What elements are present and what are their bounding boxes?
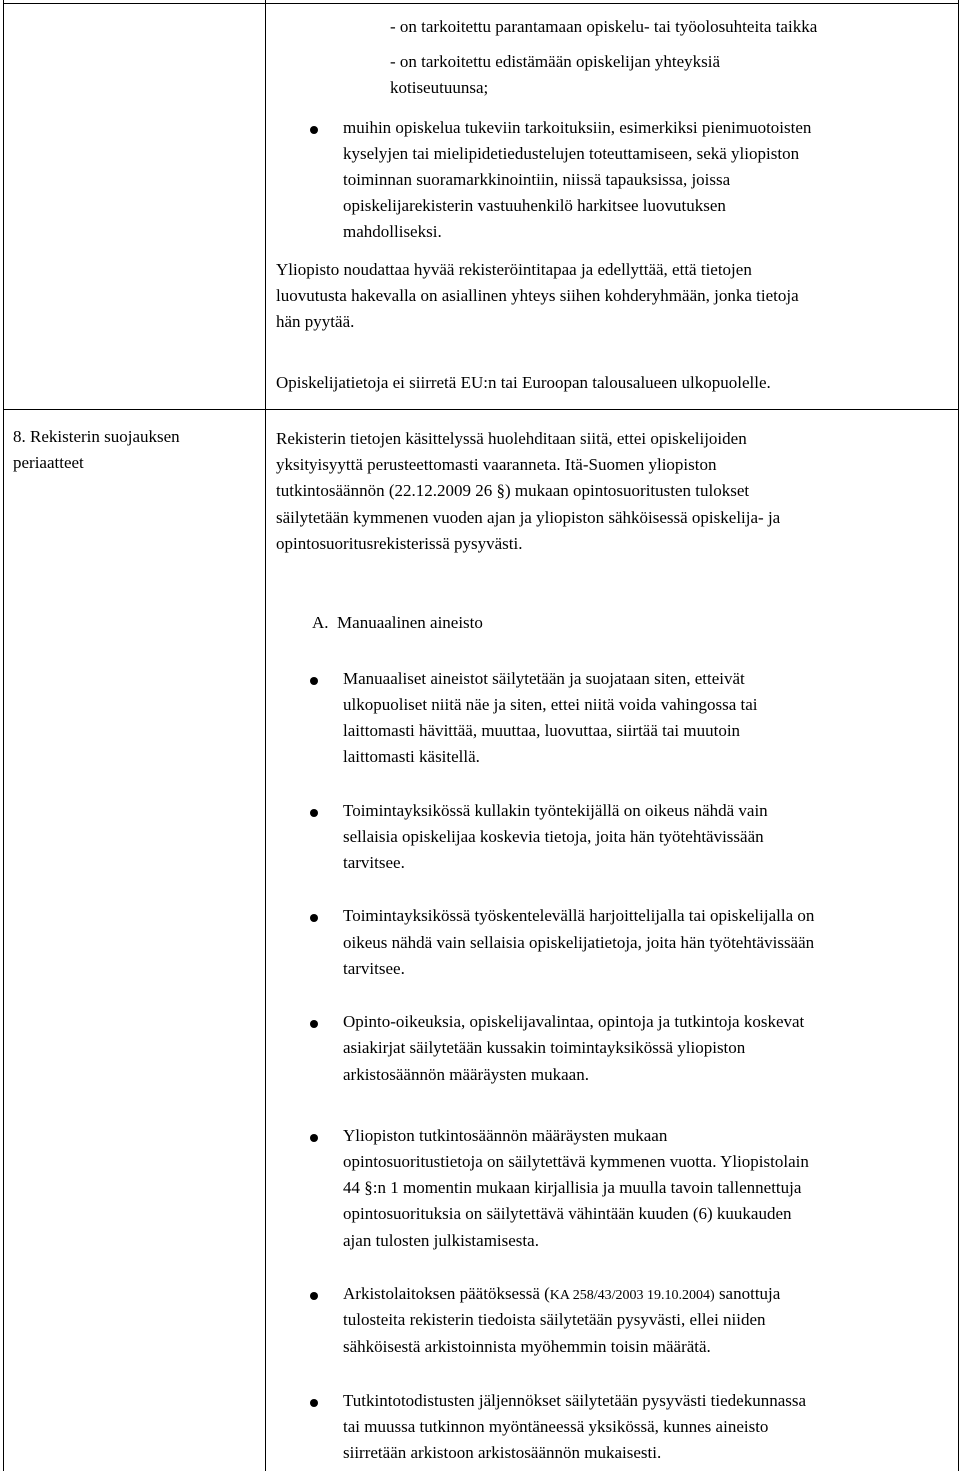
bullet-text: oikeus nähdä vain sellaisia opiskelijatietoja, joita hän työtehtävissään <box>343 933 815 952</box>
bullet-text: opintosuoritustietoja on säilytettävä kymmenen vuotta. Yliopistolain <box>343 1152 809 1171</box>
paragraph: säilytetään kymmenen vuoden ajan ja yliopiston sähköisessä opiskelija- ja <box>276 508 781 527</box>
bullet-text: opiskelijarekisterin vastuuhenkilö harkitsee luovutuksen <box>343 196 726 215</box>
subheading: A. Manuaalinen aineisto <box>312 613 483 632</box>
bullet-text: ulkopuoliset niitä näe ja siten, ettei niitä voida vahingossa tai <box>343 695 758 714</box>
bullet-text: Opinto-oikeuksia, opiskelijavalintaa, opintoja ja tutkintoja koskevat <box>343 1012 805 1031</box>
bullet-text <box>343 1281 780 1310</box>
table-top-border <box>3 3 959 4</box>
bullet-text: tulosteita rekisterin tiedoista säilytetään pysyvästi, ellei niiden <box>343 1310 766 1329</box>
bullet-icon <box>310 914 318 922</box>
section-heading: periaatteet <box>13 453 84 472</box>
bullet-text: muihin opiskelua tukeviin tarkoituksiin, esimerkiksi pienimuotoisten <box>343 118 812 137</box>
bullet-icon <box>310 809 318 817</box>
bullet-text: tarvitsee. <box>343 853 405 872</box>
bullet-text: opintosuorituksia on säilytettävä vähintään kuuden (6) kuukauden <box>343 1204 792 1223</box>
bullet-text: Tutkintotodistusten jäljennökset säilytetään pysyvästi tiedekunnassa <box>343 1391 807 1410</box>
bullet-text: sellaisia opiskelijaa koskevia tietoja, joita hän työtehtävissään <box>343 827 764 846</box>
bullet-text: tai muussa tutkinnon myöntäneessä yksikössä, kunnes aineisto <box>343 1417 769 1436</box>
bullet-icon <box>310 1020 318 1028</box>
bullet-text: kyselyjen tai mielipidetiedustelujen toteuttamiseen, sekä yliopiston <box>343 144 800 163</box>
bullet-text: Toimintayksikössä kullakin työntekijällä on oikeus nähdä vain <box>343 801 768 820</box>
paragraph: tutkintosäännön (22.12.2009 26 §) mukaan opintosuoritusten tulokset <box>276 481 750 500</box>
section-heading: 8. Rekisterin suojauksen <box>13 427 180 446</box>
paragraph: Rekisterin tietojen käsittelyssä huolehditaan siitä, ettei opiskelijoiden <box>276 429 747 448</box>
bullet-text: tarvitsee. <box>343 959 405 978</box>
bullet-text: Toimintayksikössä työskentelevällä harjoittelijalla tai opiskelijalla on <box>343 906 815 925</box>
bullet-text: laittomasti käsitellä. <box>343 747 480 766</box>
bullet-text: laittomasti hävittää, muuttaa, luovuttaa, siirtää tai muutoin <box>343 721 741 740</box>
bullet-text: siirretään arkistoon arkistosäännön mukaisesti. <box>343 1443 662 1462</box>
bullet-text: 44 §:n 1 momentin mukaan kirjallisia ja muulla tavoin tallennettuja <box>343 1178 802 1197</box>
bullet-text: ajan tulosten julkistamisesta. <box>343 1231 539 1250</box>
decision-reference: KA 258/43/2003 19.10.2004) <box>549 1288 715 1303</box>
bullet-icon <box>310 1399 318 1407</box>
bullet-text: mahdolliseksi. <box>343 222 442 241</box>
bullet-text: toiminnan suoramarkkinointiin, niissä tapauksissa, joissa <box>343 170 731 189</box>
bullet-icon <box>310 1292 318 1300</box>
row-separator <box>3 409 959 410</box>
paragraph: opintosuoritusrekisterissä pysyvästi. <box>276 534 523 553</box>
bullet-icon <box>310 677 318 685</box>
paragraph: yksityisyyttä perusteettomasti vaaranneta. Itä-Suomen yliopiston <box>276 455 717 474</box>
dash-item: - on tarkoitettu edistämään opiskelijan yhteyksiä <box>390 52 720 71</box>
paragraph: Yliopisto noudattaa hyvää rekisteröintitapaa ja edellyttää, että tietojen <box>276 260 752 279</box>
bullet-text: asiakirjat säilytetään kussakin toimintayksikössä yliopiston <box>343 1038 746 1057</box>
bullet-text-part: Arkistolaitoksen päätöksessä ( <box>343 1284 550 1303</box>
table-right-border <box>958 0 959 1471</box>
dash-item-cont: kotiseutuunsa; <box>390 78 489 97</box>
dash-item: - on tarkoitettu parantamaan opiskelu- tai työolosuhteita taikka <box>390 17 818 36</box>
table-left-border <box>3 0 4 1471</box>
eu-transfer-note: Opiskelijatietoja ei siirretä EU:n tai Euroopan talousalueen ulkopuolelle. <box>276 373 771 392</box>
bullet-text: Manuaaliset aineistot säilytetään ja suojataan siten, etteivät <box>343 669 745 688</box>
table-column-divider <box>265 0 266 1471</box>
bullet-icon <box>310 1134 318 1142</box>
bullet-icon <box>310 126 318 134</box>
bullet-text: sähköisestä arkistoinnista myöhemmin toisin määrätä. <box>343 1337 711 1356</box>
paragraph: hän pyytää. <box>276 312 355 331</box>
bullet-text: arkistosäännön määräysten mukaan. <box>343 1065 589 1084</box>
bullet-text-part: sanottuja <box>714 1284 781 1303</box>
paragraph: luovutusta hakevalla on asiallinen yhteys siihen kohderyhmään, jonka tietoja <box>276 286 799 305</box>
bullet-text: Yliopiston tutkintosäännön määräysten mukaan <box>343 1126 668 1145</box>
